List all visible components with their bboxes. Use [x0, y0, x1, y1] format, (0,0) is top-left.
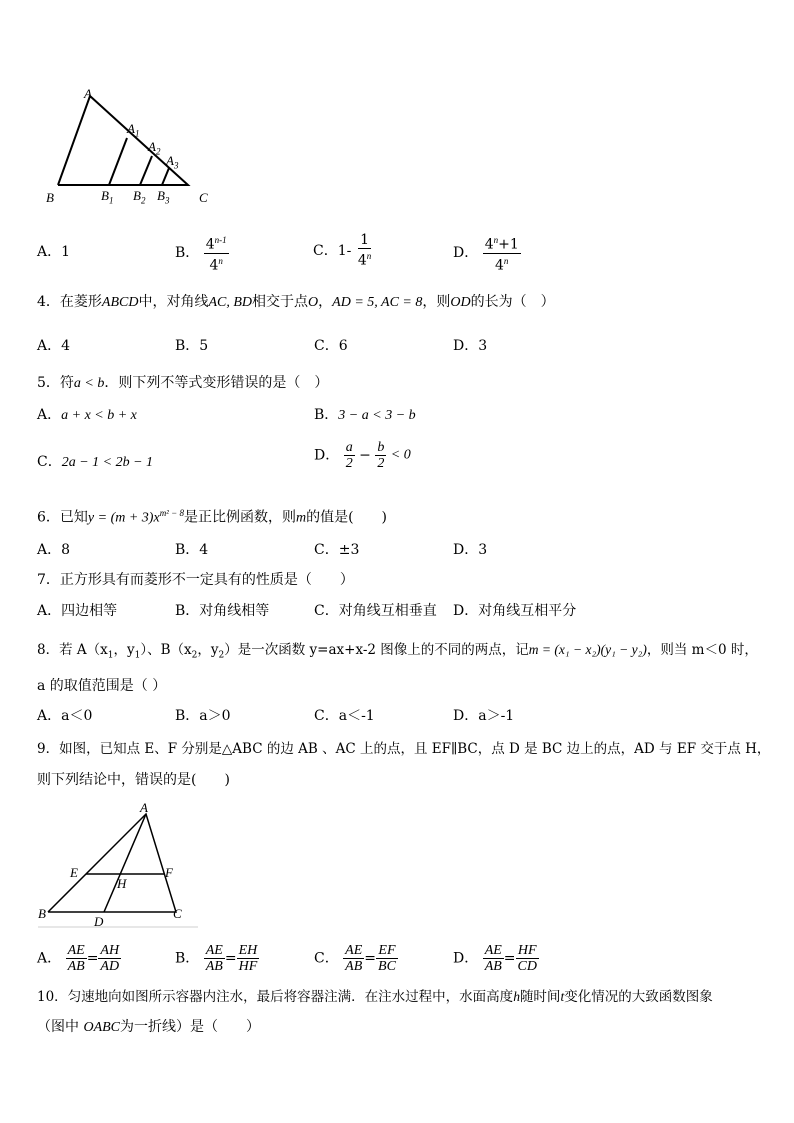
- label-B2: $B_2$: [133, 188, 146, 206]
- fraction: $\frac{b}{2}$: [377, 440, 385, 471]
- q7-option-c[interactable]: C．对角线互相垂直: [314, 603, 437, 619]
- q8-option-d[interactable]: D．a＞-1: [453, 708, 515, 724]
- q9-stem-line2: 则下列结论中，错误的是( ): [37, 772, 230, 788]
- q6-option-d[interactable]: D．3: [453, 542, 488, 558]
- q8-option-a[interactable]: A．a＜0: [37, 708, 93, 724]
- q4-option-d[interactable]: D．3: [453, 338, 488, 354]
- q5-option-c[interactable]: C．2a − 1 < 2b − 1: [37, 454, 154, 470]
- label-C: C: [173, 906, 182, 921]
- q4-option-b[interactable]: B．5: [175, 338, 209, 354]
- q5-stem: 5．符a < b．则下列不等式变形错误的是（ ）: [37, 375, 329, 391]
- label-H: H: [117, 876, 127, 891]
- q7-stem: 7．正方形具有而菱形不一定具有的性质是（ ）: [37, 572, 354, 588]
- q9-option-a[interactable]: A． $\frac{AE}{AB}$ = $\frac{AH}{AD}$: [37, 943, 120, 974]
- q8-stem-line2: a 的取值范围是（ ）: [37, 678, 167, 694]
- label-F: F: [165, 865, 173, 880]
- fraction: $\frac{a}{2}$: [345, 440, 353, 471]
- label-A3: $A_3$: [166, 153, 179, 171]
- label-B: B: [46, 190, 54, 205]
- q10-stem-line2: （图中 OABC为一折线）是（ ）: [37, 1019, 261, 1035]
- q8-stem-line1: 8．若 $A(x_1$，$y_1$）、$B(x_2$，$y_2$）是一次函数 y=ax+x-2 图像上的不同的两点，记m = (x₁ − x₂)(y₁ − y₂)，则当 m＜0 时，: [37, 642, 758, 661]
- label-C: C: [199, 190, 208, 205]
- label-A: A: [84, 86, 92, 101]
- q5-option-d[interactable]: D． $\frac{a}{2}$ − $\frac{b}{2}$ < 0: [314, 440, 411, 471]
- fraction: $\frac{4^{n-1}}{4^n}$: [205, 235, 227, 274]
- fraction: $\frac{1}{4^n}$: [357, 232, 372, 269]
- label-A1: $A_1$: [127, 121, 140, 139]
- label-B: B: [38, 906, 46, 921]
- q4-option-a[interactable]: A．4: [37, 338, 71, 354]
- q5-option-a[interactable]: A．a + x < b + x: [37, 407, 137, 423]
- q7-option-a[interactable]: A．四边相等: [37, 603, 118, 619]
- label-B3: $B_3$: [157, 188, 170, 206]
- q4-stem: 4．在菱形ABCD中，对角线AC, BD相交于点O，AD = 5, AC = 8，则OD的长为（ ）: [37, 294, 555, 310]
- q3-option-b[interactable]: B． $\frac{4^{n-1}}{4^n}$: [175, 235, 227, 274]
- label-E: E: [70, 865, 78, 880]
- q7-option-d[interactable]: D．对角线互相平分: [453, 603, 577, 619]
- label-D: D: [94, 914, 104, 929]
- label-B1: $B_1$: [101, 188, 114, 206]
- q6-option-b[interactable]: B．4: [175, 542, 209, 558]
- q8-option-c[interactable]: C．a＜-1: [314, 708, 375, 724]
- q9-stem-line1: 9．如图，已知点 E、F 分别是△ABC 的边 AB 、AC 上的点，且 EF∥BC，点 D 是 BC 边上的点，AD 与 EF 交于点 H，: [37, 741, 771, 757]
- q3-option-d[interactable]: D． $\frac{4^n+1}{4^n}$: [453, 235, 519, 274]
- q6-stem: 6．已知$y = (m + 3)x^{m^2 - 8}$是正比例函数，则m的值是( ): [37, 508, 388, 526]
- q7-option-b[interactable]: B．对角线相等: [175, 603, 270, 619]
- q6-option-c[interactable]: C．±3: [314, 542, 360, 558]
- label-A2: $A_2$: [148, 139, 161, 157]
- label-A: A: [140, 800, 148, 815]
- q8-option-b[interactable]: B．a＞0: [175, 708, 231, 724]
- q4-option-c[interactable]: C．6: [314, 338, 348, 354]
- fraction: $\frac{4^n+1}{4^n}$: [484, 235, 519, 274]
- q9-option-c[interactable]: C． $\frac{AE}{AB}$ = $\frac{EF}{BC}$: [314, 943, 396, 974]
- q3-option-c[interactable]: C．1- $\frac{1}{4^n}$: [313, 232, 372, 269]
- q6-option-a[interactable]: A．8: [37, 542, 71, 558]
- q5-option-b[interactable]: B．3 − a < 3 − b: [314, 407, 416, 423]
- q9-option-d[interactable]: D． $\frac{AE}{AB}$ = $\frac{HF}{CD}$: [453, 943, 537, 974]
- q3-option-a[interactable]: A．1: [37, 244, 71, 260]
- q9-option-b[interactable]: B． $\frac{AE}{AB}$ = $\frac{EH}{HF}$: [175, 943, 258, 974]
- q10-stem-line1: 10．匀速地向如图所示容器内注水，最后将容器注满．在注水过程中，水面高度h随时间t变化情况的大致函数图象: [37, 989, 713, 1005]
